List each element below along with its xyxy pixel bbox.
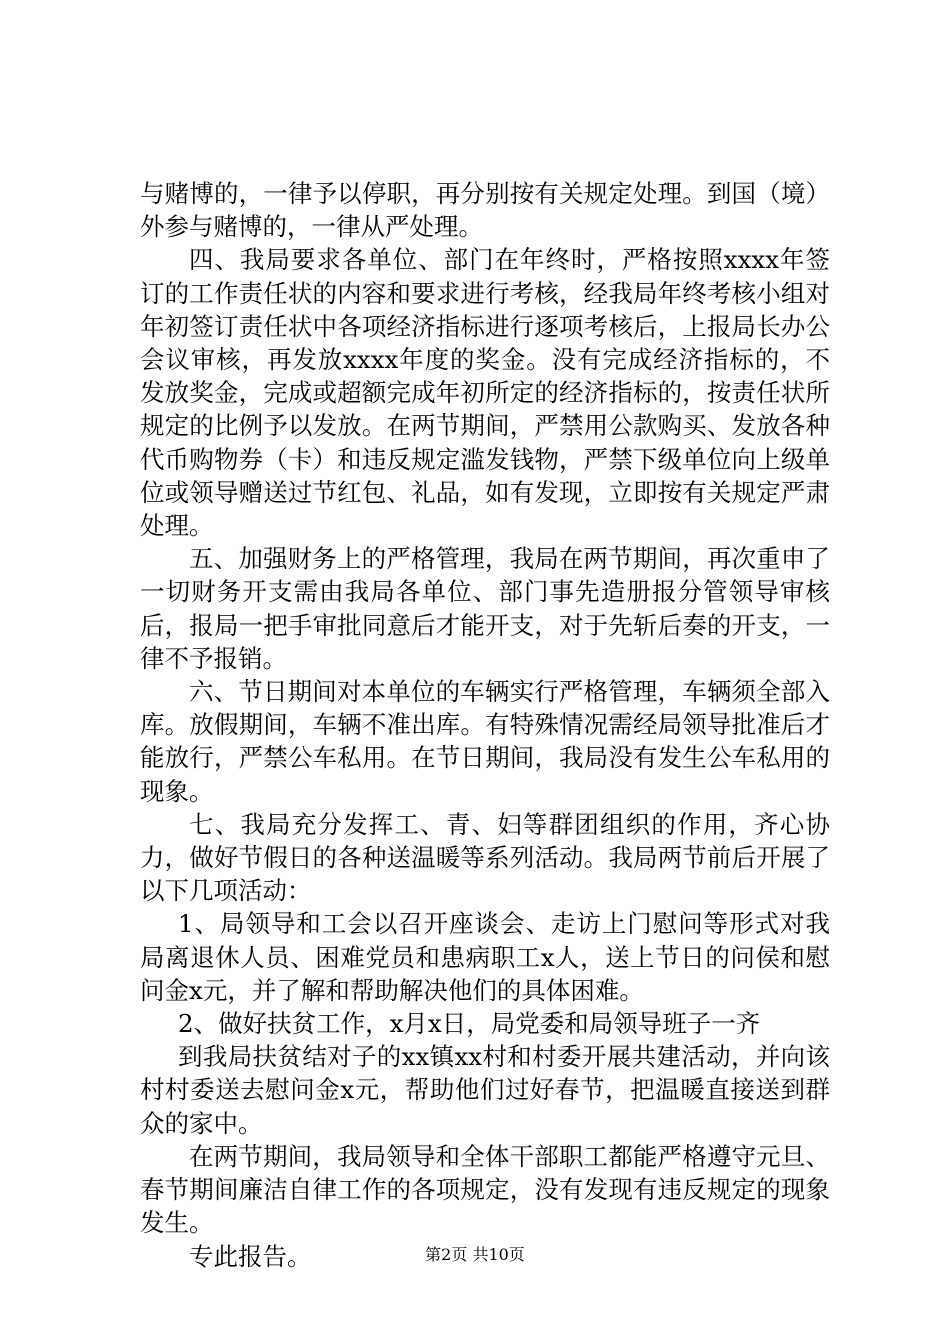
paragraph-activity-2: 2、做好扶贫工作，x月x日，局党委和局领导班子一齐 xyxy=(178,1009,761,1039)
paragraph-continuation: 与赌博的，一律予以停职，再分别按有关规定处理。到国（境）外参与赌博的，一律从严处理。 xyxy=(140,179,830,242)
paragraph-item-6: 六、节日期间对本单位的车辆实行严格管理，车辆须全部入库。放假期间，车辆不准出库。有特殊情况需经局领导批准后才能放行，严禁公车私用。在节日期间，我局没有发生公车私用的现象。 xyxy=(140,677,830,806)
paragraph-item-5: 五、加强财务上的严格管理，我局在两节期间，再次重申了一切财务开支需由我局各单位、部门事先造册报分管领导审核后，报局一把手审批同意后才能开支，对于先斩后奏的开支，一律不予报销。 xyxy=(140,544,830,673)
paragraph-item-7: 七、我局充分发挥工、青、妇等群团组织的作用，齐心协力，做好节假日的各种送温暖等系列活动。我局两节前后开展了以下几项活动： xyxy=(140,809,830,906)
paragraph-activity-2-continued: 到我局扶贫结对子的xx镇xx村和村委开展共建活动，并向该村村委送去慰问金x元，帮助他们过好春节，把温暖直接送到群众的家中。 xyxy=(140,1042,830,1138)
paragraph-summary: 在两节期间，我局领导和全体干部职工都能严格遵守元旦、春节期间廉洁自律工作的各项规定，没有发现有违反规定的现象发生。 xyxy=(140,1141,830,1238)
paragraph-activity-1: 1、局领导和工会以召开座谈会、走访上门慰问等形式对我局离退休人员、困难党员和患病职工x人，送上节日的问侯和慰问金x元，并了解和帮助解决他们的具体困难。 xyxy=(140,909,830,1005)
paragraph-item-4: 四、我局要求各单位、部门在年终时，严格按照xxxx年签订的工作责任状的内容和要求进行考核，经我局年终考核小组对年初签订责任状中各项经济指标进行逐项考核后，上报局长办公会议审核，再发放xxxx年度的奖金。没有完成经济指标的，不发放奖金，完成或超额完成年初所定的经济指标的，按责任状所规定的比例予以发放。在两节期间，严禁用公款购买、发放各种代币购物券（卡）和违反规定滥发钱物，严禁下级单位向上级单位或领导赠送过节红包、礼品，如有发现，立即按有关规定严肃处理。 xyxy=(140,245,830,541)
document-body xyxy=(140,177,830,1273)
paragraph-closing: 专此报告。 xyxy=(189,1241,312,1271)
page-number-footer: 第2页 共10页 xyxy=(425,1245,525,1264)
